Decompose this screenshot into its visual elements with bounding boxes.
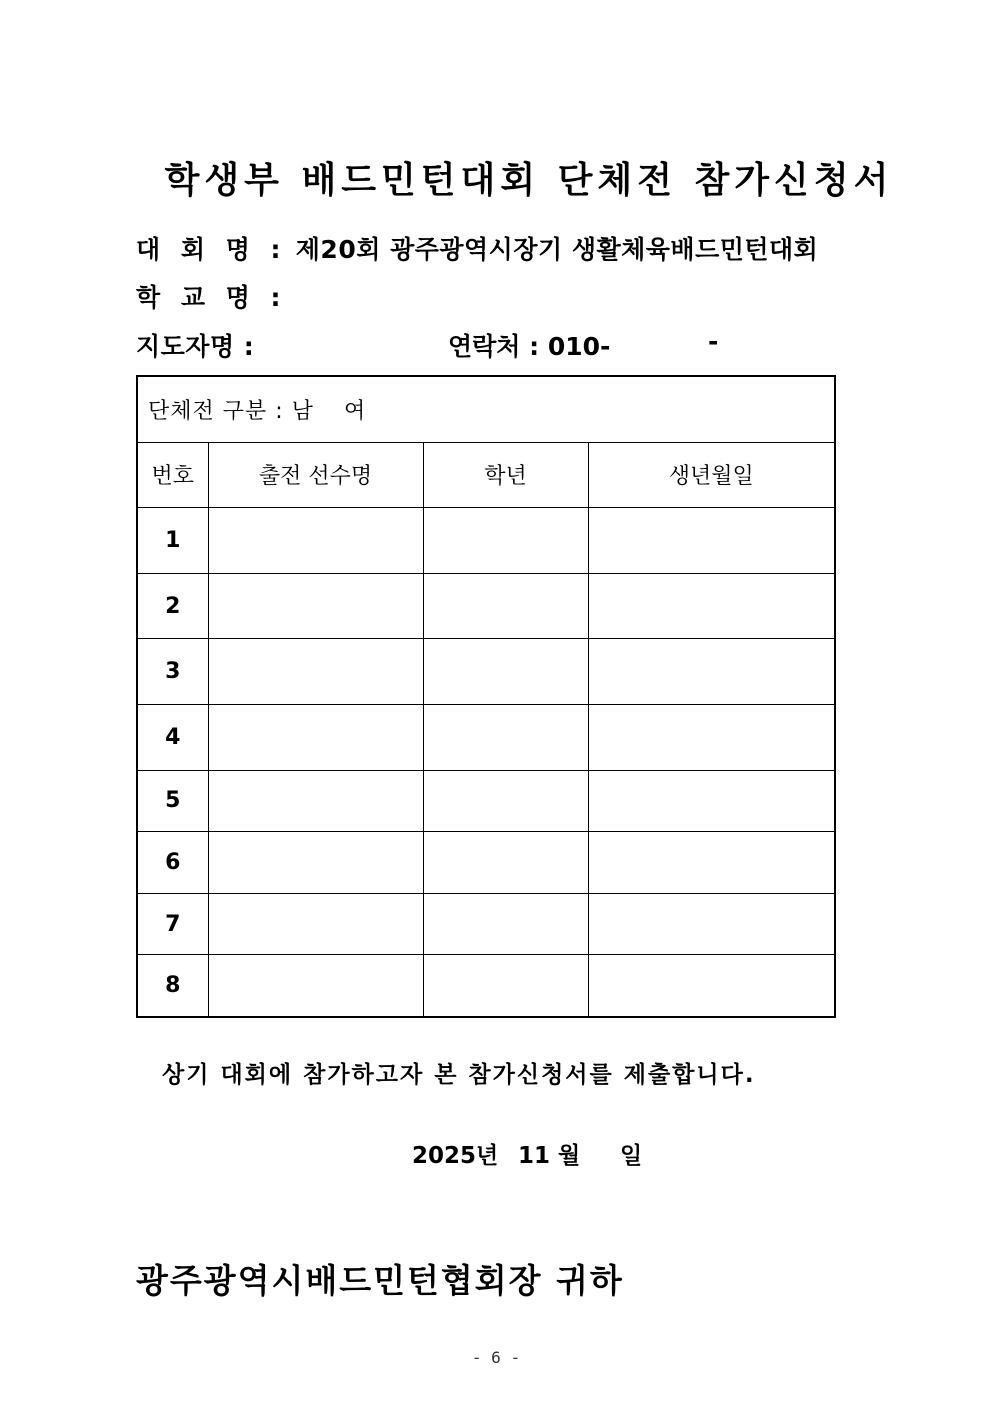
table-header-row: [137, 442, 835, 508]
player-name-cell[interactable]: [208, 705, 423, 771]
birthdate-cell[interactable]: [588, 955, 835, 1017]
row-number: 1: [137, 508, 208, 574]
birthdate-cell[interactable]: [588, 508, 835, 574]
header-grade: 학년: [423, 442, 588, 508]
grade-cell[interactable]: [423, 508, 588, 574]
grade-cell[interactable]: [423, 573, 588, 639]
grade-cell[interactable]: [423, 955, 588, 1017]
header-player-name: 출전 선수명: [208, 442, 423, 508]
document-title: 학생부 배드민턴대회 단체전 참가신청서: [164, 160, 894, 201]
table-row: [137, 832, 835, 894]
player-name-cell[interactable]: [208, 955, 423, 1017]
birthdate-cell[interactable]: [588, 573, 835, 639]
player-name-cell[interactable]: [208, 573, 423, 639]
entry-table: [136, 375, 836, 1018]
school-name-line: [136, 278, 287, 314]
addressee: 광주광역시배드민턴협회장 귀하: [136, 1261, 624, 1300]
row-number: 4: [137, 705, 208, 771]
player-name-cell[interactable]: [208, 639, 423, 705]
tournament-value: 제20회 광주광역시장기 생활체육배드민턴대회: [295, 235, 819, 264]
date-day: 일: [620, 1143, 643, 1169]
row-number: 5: [137, 770, 208, 832]
gender-label: 단체전 구분 :: [148, 398, 284, 424]
tournament-name-line: [136, 230, 818, 266]
gender-selection-cell: [137, 376, 835, 442]
table-row: [137, 770, 835, 832]
row-number: 8: [137, 955, 208, 1017]
grade-cell[interactable]: [423, 705, 588, 771]
header-number: 번호: [137, 442, 208, 508]
table-row: [137, 705, 835, 771]
grade-cell[interactable]: [423, 832, 588, 894]
gender-female: 여: [343, 398, 367, 424]
row-number: 2: [137, 573, 208, 639]
birthdate-cell[interactable]: [588, 770, 835, 832]
birthdate-cell[interactable]: [588, 832, 835, 894]
grade-cell[interactable]: [423, 770, 588, 832]
player-name-cell[interactable]: [208, 893, 423, 955]
date-year: 2025년: [412, 1143, 499, 1169]
row-number: 7: [137, 893, 208, 955]
header-birthdate: 생년월일: [588, 442, 835, 508]
table-row: [137, 639, 835, 705]
table-row: [137, 573, 835, 639]
player-name-cell[interactable]: [208, 770, 423, 832]
page-number: - 6 -: [471, 1348, 521, 1367]
table-row: [137, 508, 835, 574]
contact-dash: -: [708, 327, 719, 356]
contact-label: 연락처 :: [448, 332, 540, 361]
birthdate-cell[interactable]: [588, 893, 835, 955]
date-month: 11 월: [518, 1143, 581, 1169]
coach-label: 지도자명 :: [136, 332, 255, 361]
coach-name-line: [136, 327, 254, 363]
grade-cell[interactable]: [423, 893, 588, 955]
birthdate-cell[interactable]: [588, 705, 835, 771]
contact-prefix: 010-: [547, 332, 611, 361]
grade-cell[interactable]: [423, 639, 588, 705]
player-name-cell[interactable]: [208, 508, 423, 574]
contact-line: [448, 327, 610, 363]
submission-statement: 상기 대회에 참가하고자 본 참가신청서를 제출합니다.: [162, 1062, 756, 1088]
player-name-cell[interactable]: [208, 832, 423, 894]
gender-male: 남: [291, 398, 314, 424]
row-number: 6: [137, 832, 208, 894]
school-label: 학 교 명 :: [136, 283, 287, 312]
row-number: 3: [137, 639, 208, 705]
table-row: [137, 955, 835, 1017]
tournament-label: 대 회 명 :: [136, 235, 287, 264]
table-row: [137, 893, 835, 955]
birthdate-cell[interactable]: [588, 639, 835, 705]
